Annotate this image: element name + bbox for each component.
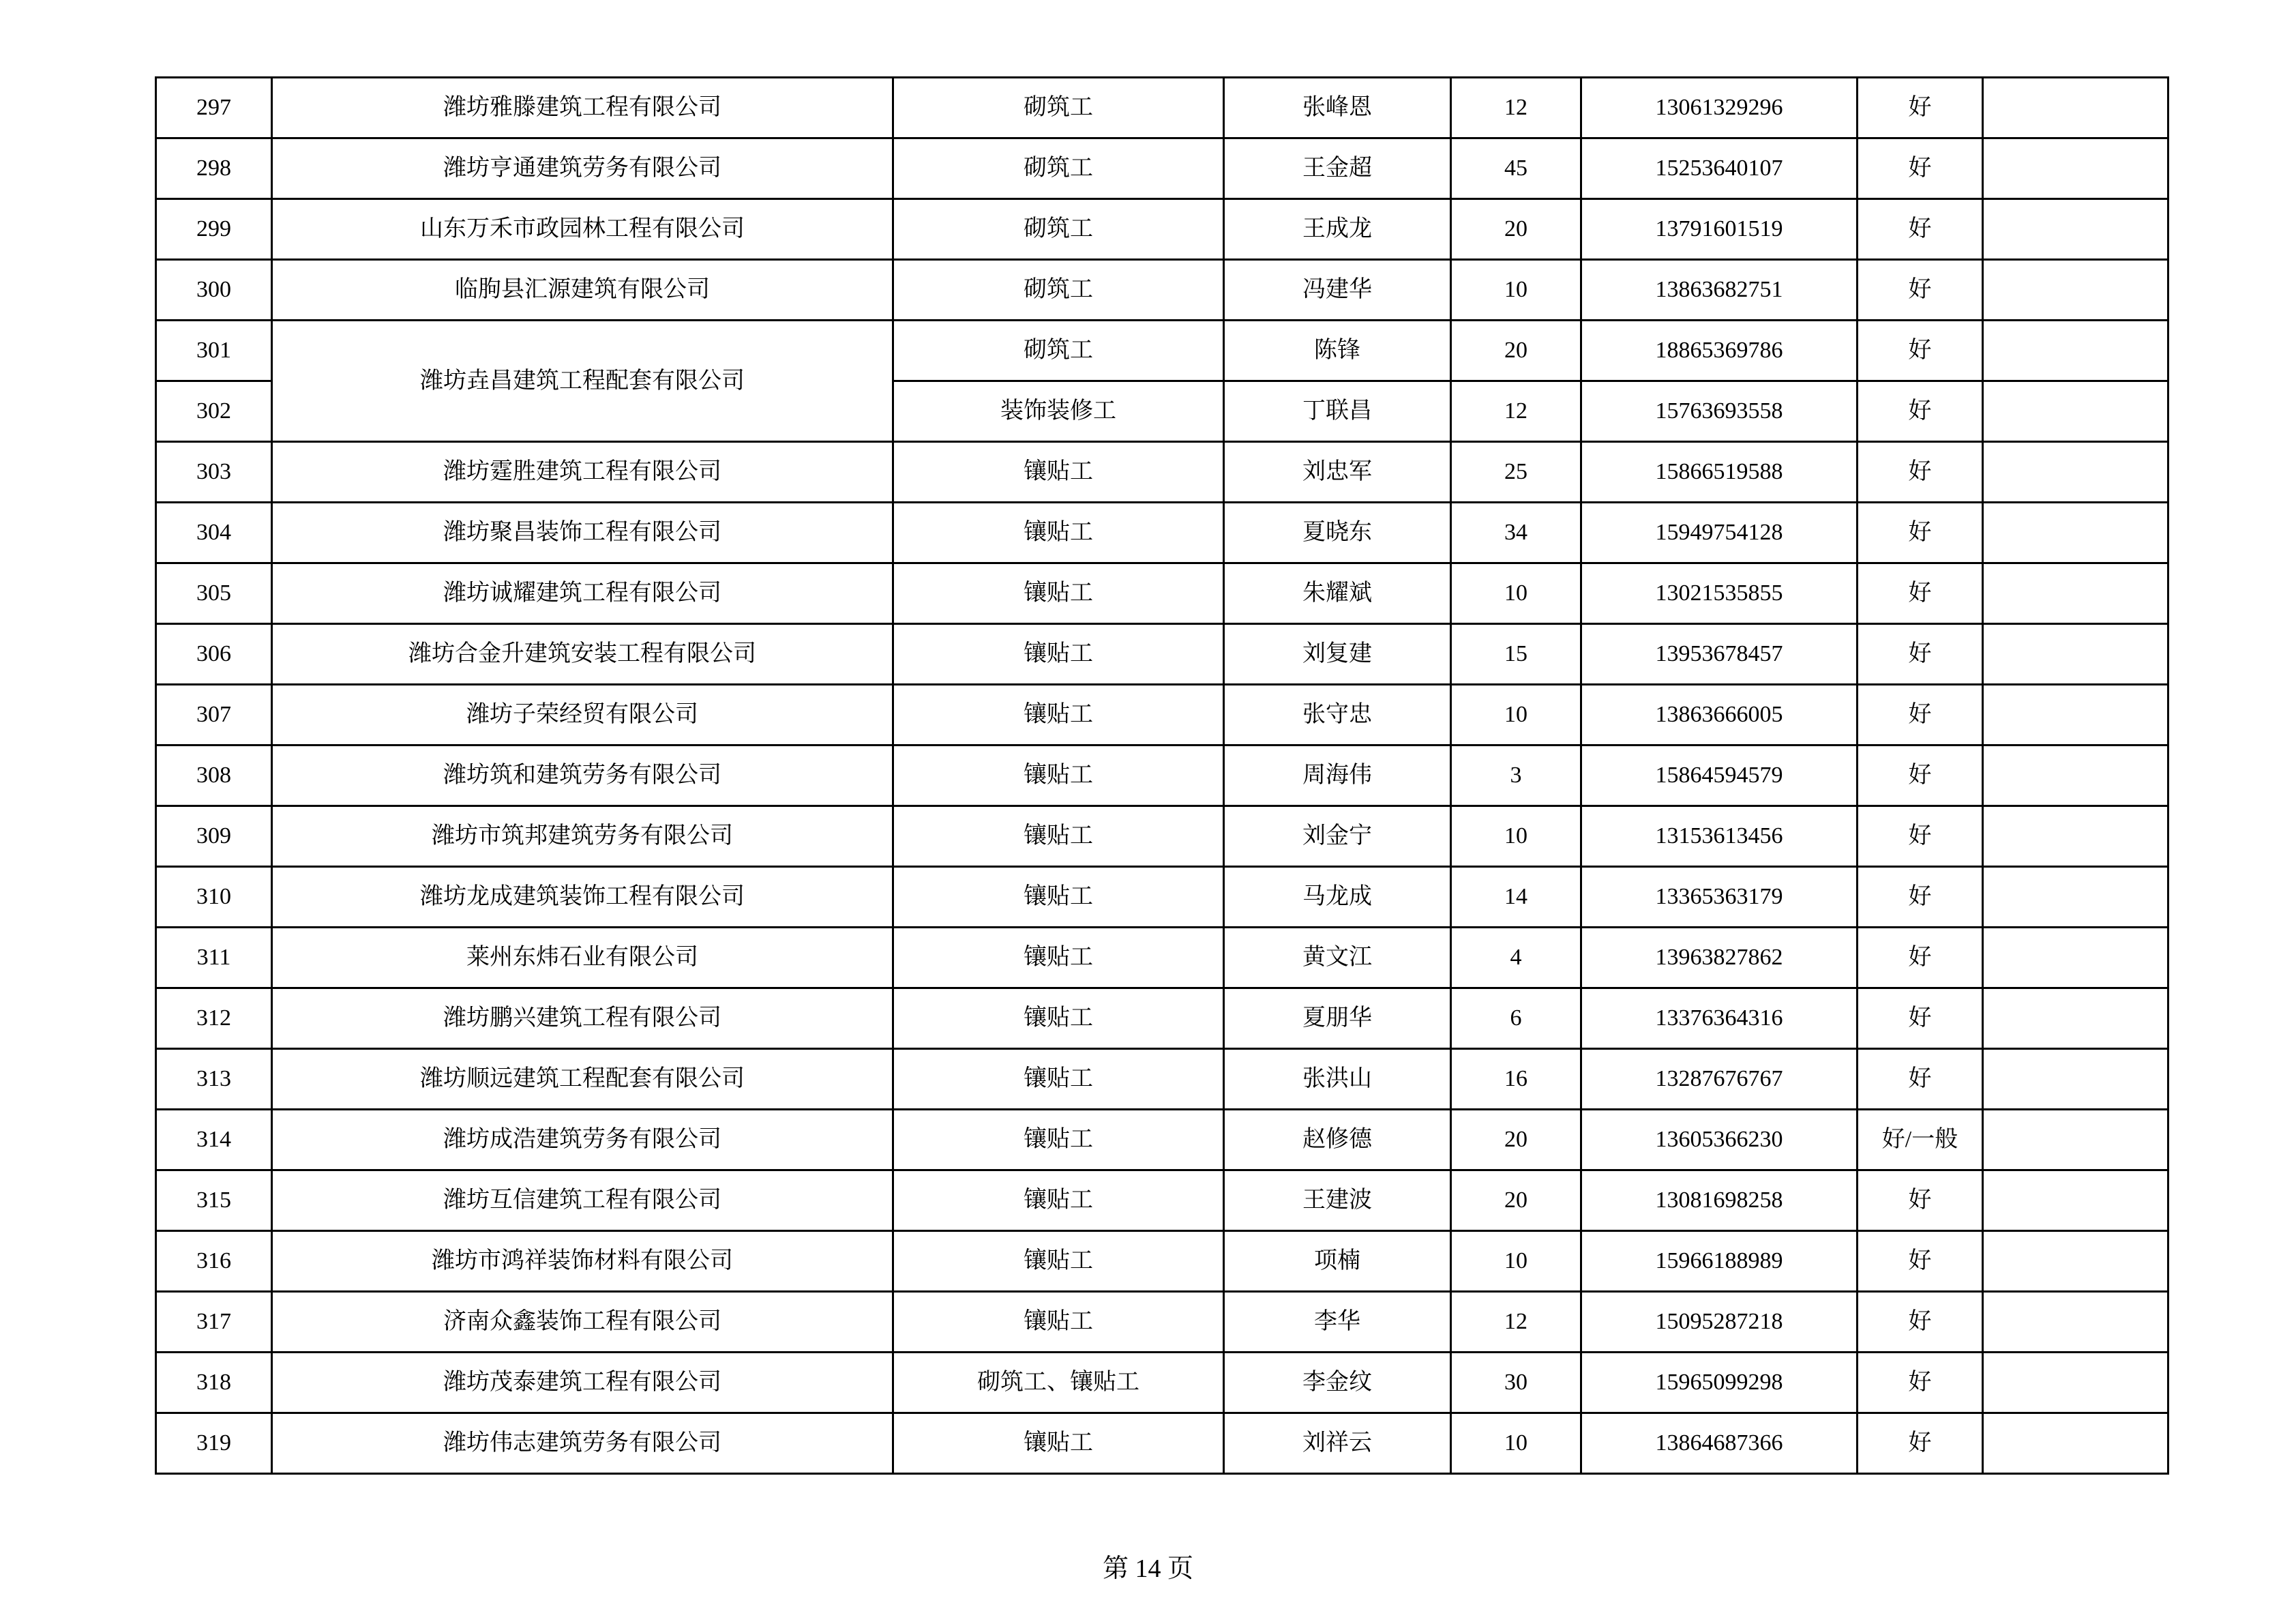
table-row [156,1413,2168,1474]
cell-contact-person: 丁联昌 [1224,381,1451,442]
cell-row-number: 299 [156,199,272,260]
cell-company: 莱州东炜石业有限公司 [272,928,893,988]
cell-rating: 好/一般 [1858,1110,1983,1170]
cell-note [1983,624,2168,685]
cell-worker-count: 6 [1451,988,1581,1049]
cell-row-number: 302 [156,381,272,442]
cell-company: 潍坊筑和建筑劳务有限公司 [272,745,893,806]
cell-contact-person: 王建波 [1224,1170,1451,1231]
cell-company: 潍坊顺远建筑工程配套有限公司 [272,1049,893,1110]
table-row [156,988,2168,1049]
table-row [156,503,2168,563]
cell-worker-count: 45 [1451,138,1581,199]
cell-note [1983,563,2168,624]
cell-company: 潍坊成浩建筑劳务有限公司 [272,1110,893,1170]
cell-company: 潍坊鹏兴建筑工程有限公司 [272,988,893,1049]
cell-worker-count: 12 [1451,1292,1581,1353]
cell-trade: 砌筑工 [893,260,1224,321]
cell-contact-person: 刘复建 [1224,624,1451,685]
cell-row-number: 313 [156,1049,272,1110]
cell-note [1983,806,2168,867]
table-row [156,867,2168,928]
cell-worker-count: 14 [1451,867,1581,928]
table-row [156,928,2168,988]
cell-company: 山东万禾市政园林工程有限公司 [272,199,893,260]
cell-rating: 好 [1858,381,1983,442]
cell-note [1983,1413,2168,1474]
cell-row-number: 298 [156,138,272,199]
cell-note [1983,988,2168,1049]
table-row [156,78,2168,138]
cell-phone: 13376364316 [1581,988,1858,1049]
cell-note [1983,78,2168,138]
cell-contact-person: 李金纹 [1224,1353,1451,1413]
cell-note [1983,1292,2168,1353]
cell-phone: 15965099298 [1581,1353,1858,1413]
cell-trade: 镶贴工 [893,1049,1224,1110]
cell-trade: 镶贴工 [893,1292,1224,1353]
cell-row-number: 314 [156,1110,272,1170]
cell-trade: 镶贴工 [893,988,1224,1049]
cell-company: 济南众鑫装饰工程有限公司 [272,1292,893,1353]
cell-rating: 好 [1858,1353,1983,1413]
cell-rating: 好 [1858,1413,1983,1474]
cell-rating: 好 [1858,867,1983,928]
cell-trade: 砌筑工、镶贴工 [893,1353,1224,1413]
cell-row-number: 311 [156,928,272,988]
cell-contact-person: 周海伟 [1224,745,1451,806]
cell-phone: 13287676767 [1581,1049,1858,1110]
cell-contact-person: 刘金宁 [1224,806,1451,867]
cell-row-number: 318 [156,1353,272,1413]
contractor-table [155,76,2169,1475]
cell-rating: 好 [1858,745,1983,806]
cell-trade: 镶贴工 [893,563,1224,624]
cell-phone: 13863666005 [1581,685,1858,745]
cell-trade: 镶贴工 [893,928,1224,988]
cell-trade: 镶贴工 [893,624,1224,685]
cell-company: 潍坊茂泰建筑工程有限公司 [272,1353,893,1413]
cell-rating: 好 [1858,928,1983,988]
table-row [156,1049,2168,1110]
cell-note [1983,745,2168,806]
cell-rating: 好 [1858,503,1983,563]
table-row [156,563,2168,624]
cell-company: 潍坊市鸿祥装饰材料有限公司 [272,1231,893,1292]
cell-note [1983,867,2168,928]
cell-company: 潍坊合金升建筑安装工程有限公司 [272,624,893,685]
cell-trade: 镶贴工 [893,1110,1224,1170]
cell-trade: 砌筑工 [893,138,1224,199]
cell-worker-count: 30 [1451,1353,1581,1413]
cell-phone: 13061329296 [1581,78,1858,138]
table-body [156,78,2168,1474]
cell-note [1983,1231,2168,1292]
table-row [156,685,2168,745]
cell-note [1983,1170,2168,1231]
cell-trade: 镶贴工 [893,442,1224,503]
cell-worker-count: 10 [1451,563,1581,624]
cell-company: 潍坊市筑邦建筑劳务有限公司 [272,806,893,867]
cell-contact-person: 刘祥云 [1224,1413,1451,1474]
cell-trade: 镶贴工 [893,1231,1224,1292]
table-row [156,624,2168,685]
cell-company: 潍坊霆胜建筑工程有限公司 [272,442,893,503]
cell-trade: 砌筑工 [893,78,1224,138]
cell-row-number: 306 [156,624,272,685]
cell-contact-person: 张守忠 [1224,685,1451,745]
cell-rating: 好 [1858,563,1983,624]
cell-phone: 15949754128 [1581,503,1858,563]
cell-worker-count: 12 [1451,381,1581,442]
page-number: 第 14 页 [1102,1554,1193,1583]
cell-row-number: 309 [156,806,272,867]
cell-worker-count: 20 [1451,1170,1581,1231]
cell-row-number: 316 [156,1231,272,1292]
cell-contact-person: 张洪山 [1224,1049,1451,1110]
cell-note [1983,442,2168,503]
cell-rating: 好 [1858,321,1983,381]
cell-note [1983,1353,2168,1413]
cell-worker-count: 3 [1451,745,1581,806]
cell-rating: 好 [1858,1292,1983,1353]
cell-contact-person: 朱耀斌 [1224,563,1451,624]
cell-phone: 13953678457 [1581,624,1858,685]
cell-trade: 镶贴工 [893,1413,1224,1474]
cell-trade: 镶贴工 [893,685,1224,745]
cell-phone: 15095287218 [1581,1292,1858,1353]
cell-contact-person: 张峰恩 [1224,78,1451,138]
cell-row-number: 319 [156,1413,272,1474]
cell-contact-person: 刘忠军 [1224,442,1451,503]
cell-row-number: 310 [156,867,272,928]
cell-rating: 好 [1858,78,1983,138]
cell-phone: 13863682751 [1581,260,1858,321]
cell-worker-count: 20 [1451,321,1581,381]
cell-note [1983,1049,2168,1110]
cell-note [1983,685,2168,745]
cell-company: 潍坊雅滕建筑工程有限公司 [272,78,893,138]
cell-worker-count: 10 [1451,806,1581,867]
cell-rating: 好 [1858,1049,1983,1110]
cell-worker-count: 12 [1451,78,1581,138]
cell-contact-person: 夏朋华 [1224,988,1451,1049]
cell-rating: 好 [1858,199,1983,260]
cell-phone: 13021535855 [1581,563,1858,624]
cell-contact-person: 王成龙 [1224,199,1451,260]
cell-contact-person: 王金超 [1224,138,1451,199]
cell-worker-count: 10 [1451,1231,1581,1292]
cell-rating: 好 [1858,806,1983,867]
cell-company: 潍坊亨通建筑劳务有限公司 [272,138,893,199]
cell-worker-count: 10 [1451,685,1581,745]
cell-note [1983,503,2168,563]
cell-row-number: 308 [156,745,272,806]
cell-contact-person: 赵修德 [1224,1110,1451,1170]
cell-row-number: 300 [156,260,272,321]
cell-note [1983,199,2168,260]
cell-rating: 好 [1858,988,1983,1049]
cell-phone: 15864594579 [1581,745,1858,806]
cell-row-number: 312 [156,988,272,1049]
cell-phone: 13365363179 [1581,867,1858,928]
cell-rating: 好 [1858,685,1983,745]
table-row [156,260,2168,321]
cell-phone: 15763693558 [1581,381,1858,442]
document-table-wrap [155,76,2169,1475]
cell-company: 潍坊龙成建筑装饰工程有限公司 [272,867,893,928]
table-row [156,1231,2168,1292]
cell-phone: 15253640107 [1581,138,1858,199]
cell-row-number: 301 [156,321,272,381]
cell-company: 潍坊诚耀建筑工程有限公司 [272,563,893,624]
cell-row-number: 303 [156,442,272,503]
cell-company: 潍坊垚昌建筑工程配套有限公司 [272,321,893,442]
cell-phone: 13153613456 [1581,806,1858,867]
cell-rating: 好 [1858,1231,1983,1292]
cell-trade: 镶贴工 [893,745,1224,806]
cell-row-number: 317 [156,1292,272,1353]
cell-contact-person: 夏晓东 [1224,503,1451,563]
cell-note [1983,138,2168,199]
cell-worker-count: 16 [1451,1049,1581,1110]
cell-trade: 镶贴工 [893,1170,1224,1231]
cell-rating: 好 [1858,138,1983,199]
cell-row-number: 307 [156,685,272,745]
cell-trade: 装饰装修工 [893,381,1224,442]
cell-note [1983,928,2168,988]
cell-company: 潍坊聚昌装饰工程有限公司 [272,503,893,563]
cell-worker-count: 15 [1451,624,1581,685]
cell-company: 潍坊伟志建筑劳务有限公司 [272,1413,893,1474]
table-row [156,745,2168,806]
table-row [156,1110,2168,1170]
cell-company: 潍坊互信建筑工程有限公司 [272,1170,893,1231]
cell-phone: 13963827862 [1581,928,1858,988]
table-row [156,321,2168,381]
cell-company: 潍坊子荣经贸有限公司 [272,685,893,745]
cell-row-number: 305 [156,563,272,624]
cell-phone: 13791601519 [1581,199,1858,260]
cell-note [1983,260,2168,321]
cell-worker-count: 34 [1451,503,1581,563]
cell-worker-count: 4 [1451,928,1581,988]
cell-contact-person: 项楠 [1224,1231,1451,1292]
cell-worker-count: 25 [1451,442,1581,503]
table-row [156,806,2168,867]
cell-phone: 13864687366 [1581,1413,1858,1474]
table-row [156,1353,2168,1413]
cell-trade: 砌筑工 [893,321,1224,381]
cell-rating: 好 [1858,260,1983,321]
cell-contact-person: 冯建华 [1224,260,1451,321]
cell-phone: 15966188989 [1581,1231,1858,1292]
cell-row-number: 297 [156,78,272,138]
cell-note [1983,321,2168,381]
table-row [156,1170,2168,1231]
cell-rating: 好 [1858,1170,1983,1231]
cell-row-number: 315 [156,1170,272,1231]
cell-trade: 镶贴工 [893,503,1224,563]
table-row [156,1292,2168,1353]
cell-company: 临朐县汇源建筑有限公司 [272,260,893,321]
cell-phone: 18865369786 [1581,321,1858,381]
cell-phone: 13605366230 [1581,1110,1858,1170]
cell-worker-count: 10 [1451,260,1581,321]
cell-contact-person: 马龙成 [1224,867,1451,928]
cell-rating: 好 [1858,624,1983,685]
cell-row-number: 304 [156,503,272,563]
cell-worker-count: 20 [1451,1110,1581,1170]
cell-contact-person: 陈锋 [1224,321,1451,381]
cell-trade: 砌筑工 [893,199,1224,260]
cell-worker-count: 20 [1451,199,1581,260]
cell-note [1983,381,2168,442]
cell-trade: 镶贴工 [893,867,1224,928]
cell-trade: 镶贴工 [893,806,1224,867]
table-row [156,138,2168,199]
table-row [156,199,2168,260]
cell-rating: 好 [1858,442,1983,503]
cell-contact-person: 黄文江 [1224,928,1451,988]
cell-contact-person: 李华 [1224,1292,1451,1353]
cell-phone: 15866519588 [1581,442,1858,503]
table-row [156,442,2168,503]
cell-worker-count: 10 [1451,1413,1581,1474]
cell-phone: 13081698258 [1581,1170,1858,1231]
cell-note [1983,1110,2168,1170]
